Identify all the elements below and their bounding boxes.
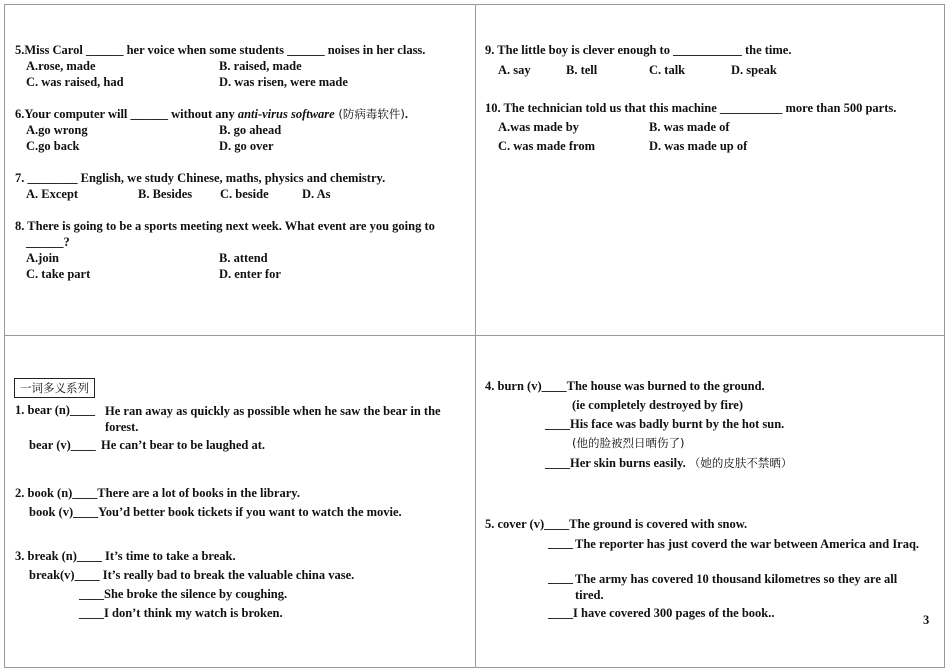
- cover-4: ____I have covered 300 pages of the book..: [548, 606, 775, 620]
- q7-option-c: C. beside: [220, 187, 269, 201]
- burn-3-cn: （她的皮肤不禁晒）: [688, 456, 793, 470]
- bear-noun-label: 1. bear (n)____: [15, 403, 95, 417]
- cover-3-text: The army has covered 10 thousand kilometres so they are all tired.: [575, 572, 898, 602]
- page-number: 3: [923, 613, 930, 627]
- burn-3: [545, 456, 792, 471]
- q6-stem-italic: anti-virus software: [237, 107, 335, 121]
- q6-option-a: A.go wrong: [26, 123, 88, 137]
- burn-2-cn: (他的脸被烈日晒伤了): [572, 436, 685, 450]
- book-noun: 2. book (n)____There are a lot of books in the library.: [15, 486, 300, 500]
- q9-option-b: B. tell: [566, 63, 598, 77]
- q5-stem: 5.Miss Carol ______ her voice when some students ______ noises in her class.: [15, 43, 426, 57]
- panel-bottom-right: [475, 335, 945, 668]
- q10-stem: 10. The technician told us that this machine __________ more than 500 parts.: [485, 101, 897, 115]
- panel-top-right: [475, 4, 945, 336]
- q6-stem-pre: 6.Your computer will ______ without any: [15, 107, 238, 121]
- q8-option-c: C. take part: [26, 267, 91, 281]
- burn-1: 4. burn (v)____The house was burned to the ground.: [485, 379, 765, 393]
- burn-3-text: ____Her skin burns easily.: [545, 456, 686, 470]
- q9-stem: 9. The little boy is clever enough to ___________ the time.: [485, 43, 792, 57]
- q10-option-a: A.was made by: [498, 120, 579, 134]
- q10-option-b: B. was made of: [649, 120, 730, 134]
- q6-stem: [15, 107, 408, 122]
- cover-1: 5. cover (v)____The ground is covered with snow.: [485, 517, 748, 531]
- bear-verb-text: He can’t bear to be laughed at.: [101, 438, 265, 452]
- break-verb-2: ____She broke the silence by coughing.: [79, 587, 288, 601]
- panel-bottom-left: [4, 335, 476, 668]
- q6-option-b: B. go ahead: [219, 123, 282, 137]
- q8-stem-line2: ______?: [26, 235, 70, 249]
- q6-stem-cn: (防病毒软件): [334, 107, 405, 121]
- q5-option-a: A.rose, made: [26, 59, 96, 73]
- q8-option-a: A.join: [26, 251, 59, 265]
- cover-3-label: ____: [548, 571, 573, 585]
- q6-option-d: D. go over: [219, 139, 274, 153]
- q8-option-d: D. enter for: [219, 267, 281, 281]
- q6-option-c: C.go back: [26, 139, 80, 153]
- q5-option-b: B. raised, made: [219, 59, 302, 73]
- q8-option-b: B. attend: [219, 251, 268, 265]
- q9-option-d: D. speak: [731, 63, 777, 77]
- panel-top-left: [4, 4, 476, 336]
- break-noun: 3. break (n)____ It’s time to take a break.: [15, 549, 236, 563]
- break-verb-3: ____I don’t think my watch is broken.: [79, 606, 283, 620]
- q5-option-c: C. was raised, had: [26, 75, 124, 89]
- q6-stem-end: .: [404, 107, 408, 121]
- bear-noun-text: He ran away as quickly as possible when he saw the bear in the forest.: [105, 404, 441, 434]
- bear-verb-label: bear (v)____: [29, 438, 96, 452]
- book-verb: book (v)____You’d better book tickets if you want to watch the movie.: [29, 505, 402, 519]
- cover-2-text: The reporter has just coverd the war between America and Iraq.: [575, 537, 920, 551]
- q10-option-c: C. was made from: [498, 139, 595, 153]
- q5-option-d: D. was risen, were made: [219, 75, 348, 89]
- q7-option-b: B. Besides: [138, 187, 193, 201]
- q8-stem-line1: 8. There is going to be a sports meeting next week. What event are you going to: [15, 219, 435, 233]
- q9-option-c: C. talk: [649, 63, 686, 77]
- burn-2: ____His face was badly burnt by the hot sun.: [545, 417, 785, 431]
- burn-1-note: (ie completely destroyed by fire): [572, 398, 744, 412]
- q9-option-a: A. say: [498, 63, 531, 77]
- q7-option-a: A. Except: [26, 187, 79, 201]
- section-title-polysemy: 一词多义系列: [14, 378, 95, 398]
- q7-stem: 7. ________ English, we study Chinese, maths, physics and chemistry.: [15, 171, 386, 185]
- q10-option-d: D. was made up of: [649, 139, 748, 153]
- break-verb-1: break(v)____ It’s really bad to break the valuable china vase.: [29, 568, 355, 582]
- cover-2-label: ____: [548, 536, 573, 550]
- q7-option-d: D. As: [302, 187, 331, 201]
